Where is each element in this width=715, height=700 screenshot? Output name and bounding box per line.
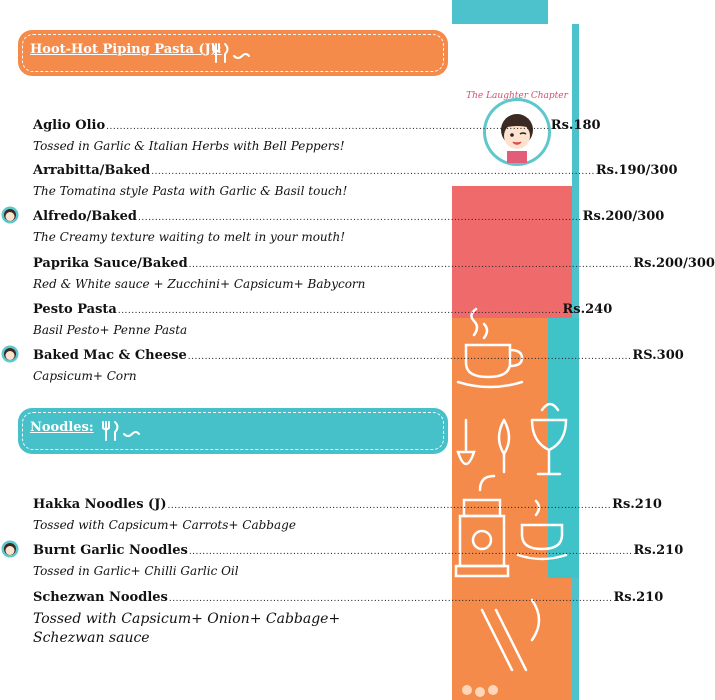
item-description: Tossed with Capsicum+ Onion+ Cabbage+ — [33, 611, 341, 627]
section-title-pasta: Hoot-Hot Piping Pasta (J): — [30, 42, 222, 57]
menu-item: Schezwan Noodles .................................................................................................................................... Rs.210 Tossed with Capsicum+ Onion+ Cabbage+ Schezwan sauce — [33, 590, 664, 646]
item-description: Tossed in Garlic & Italian Herbs with Bell Peppers! — [33, 139, 345, 153]
fork-knife-icon — [210, 40, 250, 64]
item-description: Red & White sauce + Zucchini+ Capsicum+ Babycorn — [33, 277, 366, 291]
item-name: Alfredo/Baked — [33, 209, 138, 224]
item-price: Rs.200/300 — [582, 209, 665, 224]
item-price: Rs.240 — [562, 302, 613, 317]
menu-item: Alfredo/Baked .................................................................................................................................... Rs.200/300 The Creamy texture waiting to melt in your mouth! — [33, 209, 665, 244]
item-name: Pesto Pasta — [33, 302, 117, 317]
item-price: Rs.190/300 — [595, 163, 678, 178]
item-description: Capsicum+ Corn — [33, 369, 137, 383]
item-name: Hakka Noodles (J) — [33, 497, 167, 512]
item-name: Burnt Garlic Noodles — [33, 543, 188, 558]
item-name: Arrabitta/Baked — [33, 163, 151, 178]
menu-item: Hakka Noodles (J) .................................................................................................................................... Rs.210 Tossed with Capsicum+ Carrots+ Cabbage — [33, 497, 662, 532]
menu-item: Arrabitta/Baked .................................................................................................................................... Rs.190/300 The Tomatina style Pasta with Garlic & Basil touch! — [33, 163, 678, 198]
item-description: Tossed with Capsicum+ Carrots+ Cabbage — [33, 518, 296, 532]
item-name: Paprika Sauce/Baked — [33, 256, 188, 271]
item-name: Aglio Olio — [33, 118, 106, 133]
item-price: Rs.210 — [612, 497, 662, 512]
menu-item: Burnt Garlic Noodles .................................................................................................................................... Rs.210 Tossed in Garlic+ Chilli Garlic Oil — [33, 543, 684, 578]
fork-knife-icon — [100, 418, 140, 442]
item-description: Basil Pesto+ Penne Pasta — [33, 323, 188, 337]
item-description: The Tomatina style Pasta with Garlic & Basil touch! — [33, 184, 348, 198]
menu-item: Pesto Pasta .................................................................................................................................... Rs.240 Basil Pesto+ Penne Pasta — [33, 302, 613, 337]
girl-face-icon — [1, 206, 19, 224]
item-price: Rs.180 — [550, 118, 601, 133]
item-description: Tossed in Garlic+ Chilli Garlic Oil — [33, 564, 239, 578]
item-name: Baked Mac & Cheese — [33, 348, 187, 363]
menu-item: Paprika Sauce/Baked .................................................................................................................................... Rs.200/300 Red & White sauce + Zucchini+ Capsicum+ Babycorn — [33, 256, 715, 291]
spoon-icon — [458, 420, 509, 472]
coffee-cup-icon — [458, 309, 522, 387]
item-description-cont: Schezwan sauce — [33, 630, 150, 646]
girl-face-icon — [1, 540, 19, 558]
item-price: Rs.210 — [633, 543, 684, 558]
section-title-noodles: Noodles: — [30, 420, 94, 435]
menu-item: Aglio Olio .................................................................................................................................... Rs.180 Tossed in Garlic & Italian Herbs with Bell Peppers! — [33, 118, 601, 153]
menu-item: Baked Mac & Cheese .................................................................................................................................... RS.300 Capsicum+ Corn — [33, 348, 684, 383]
item-price: Rs.200/300 — [633, 256, 715, 271]
item-price: RS.300 — [632, 348, 684, 363]
coffee-grinder-icon — [456, 476, 508, 576]
logo-text: The Laughter Chapter — [466, 91, 568, 101]
section-header-pasta — [18, 30, 448, 76]
item-description: The Creamy texture waiting to melt in your mouth! — [33, 230, 346, 244]
item-name: Schezwan Noodles — [33, 590, 168, 605]
dessert-glass-icon — [532, 404, 566, 474]
section-header-noodles — [18, 408, 448, 454]
girl-face-icon — [1, 345, 19, 363]
item-price: Rs.210 — [613, 590, 664, 605]
